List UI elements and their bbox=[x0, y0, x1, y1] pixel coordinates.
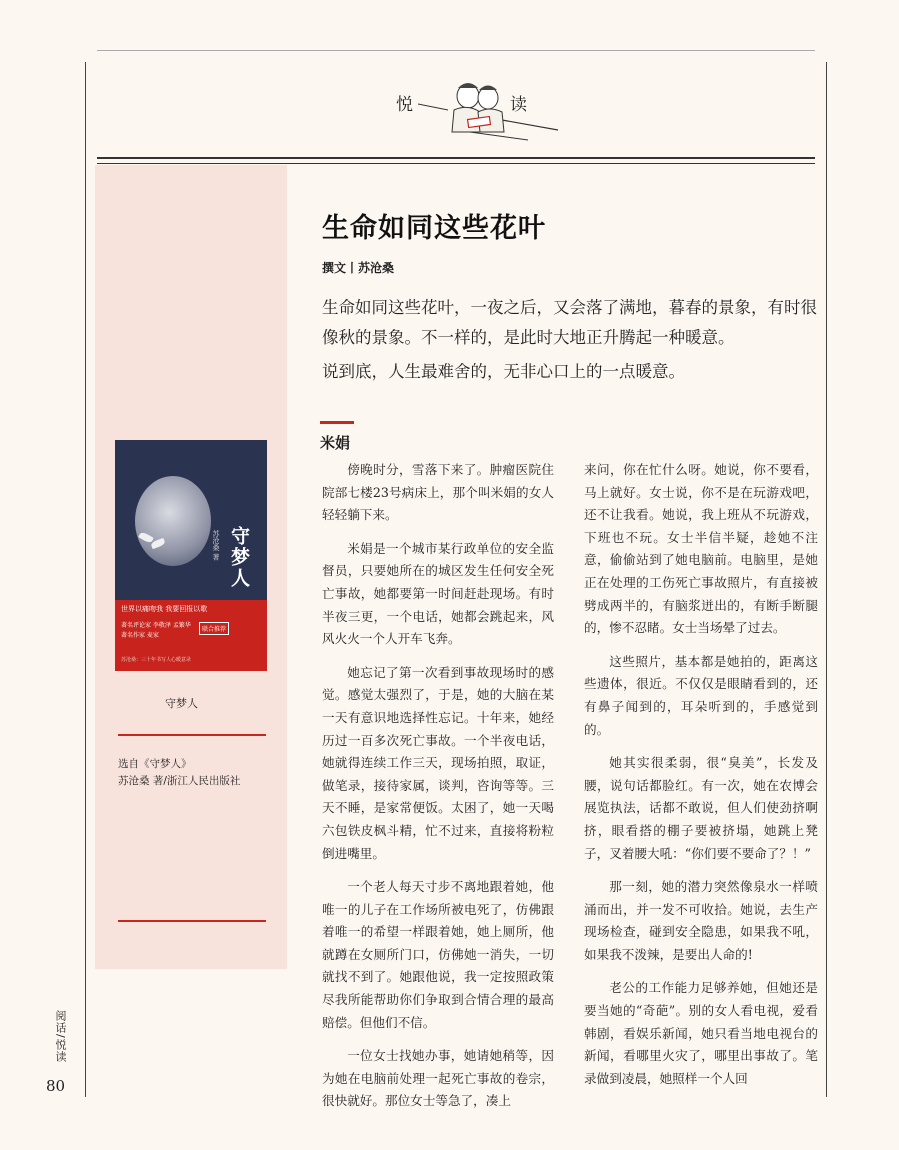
page-number: 80 bbox=[46, 1077, 66, 1095]
body-paragraph: 傍晚时分，雪落下来了。肿瘤医院住院部七楼23号病床上，那个叫米娟的女人轻轻躺下来。 bbox=[322, 462, 554, 523]
lead-paragraph: 生命如同这些花叶，一夜之后，又会落了满地，暮春的景象，有时很像秋的景象。不一样的，是此时大地正升腾起一种暖意。 bbox=[322, 298, 817, 347]
reading-children-illustration bbox=[418, 74, 560, 144]
body-paragraph: 老公的工作能力足够养她，但她还是要当她的“奇葩”。别的女人看电视，爱看韩剧，看娱乐新闻，她只看当地电视台的新闻，看哪里火灾了，哪里出事故了。笔录做到凌晨，她照样一个人回 bbox=[584, 980, 818, 1086]
cover-red-band bbox=[115, 600, 267, 671]
cover-slogan: 世界以痛吻我 我要回报以歌 bbox=[121, 605, 208, 613]
book-caption: 守梦人 bbox=[165, 697, 198, 710]
left-margin-rule bbox=[85, 62, 86, 1097]
body-paragraph: 她忘记了第一次看到事故现场时的感觉。感觉太强烈了，于是，她的大脑在某一天有意识地选择性忘记。十年来，她经历过一百多次死亡事故。一个半夜电话，她就得连续工作三天，现场拍照，取证，做笔录，接待家属，谈判，咨询等等。三天不睡，是家常便饭。太困了，她一天喝六包铁皮枫斗精，忙不过来，直接将粉粒倒进嘴里。 bbox=[322, 664, 554, 861]
section-accent-bar bbox=[320, 421, 354, 424]
footer-section-label: 阅话/悦读 bbox=[54, 1010, 67, 1063]
column-name-right: 读 bbox=[510, 95, 527, 115]
source-line: 选自《守梦人》 bbox=[118, 758, 192, 770]
article-title: 生命如同这些花叶 bbox=[322, 213, 546, 244]
right-margin-rule bbox=[826, 62, 827, 1097]
body-paragraph: 来问，你在忙什么呀。她说，你不要看，马上就好。女士说，你不是在玩游戏吧，还不让我看。她说，我上班从不玩游戏，下班也不玩。女士半信半疑，趁她不注意，偷偷站到了她电脑前。电脑里，是她正在处理的工伤死亡事故照片，有直接被劈成两半的，有脑浆迸出的，有断手断腿的，惨不忍睹。女士当场晕了过去。 bbox=[584, 462, 818, 636]
section-title: 米娟 bbox=[320, 434, 351, 452]
article-byline: 撰文丨苏沧桑 bbox=[322, 261, 395, 275]
cover-footer-text: 苏沧桑：三十年书写人心暖意录 bbox=[121, 657, 192, 663]
body-column-1 bbox=[322, 459, 554, 1124]
body-column-2 bbox=[584, 459, 818, 1101]
body-paragraph: 这些照片，基本都是她拍的，距离这些遗体，很近。不仅仅是眼睛看到的，还有鼻子闻到的，耳朵听到的，手感觉到的。 bbox=[584, 653, 818, 737]
body-paragraph: 一个老人每天寸步不离地跟着她，他唯一的儿子在工作场所被电死了，仿佛跟着唯一的希望一样跟着她，她上厕所，他就蹲在女厕所门口，仿佛她一消失，一切就找不到了。她跟他说，我一定按照政策尽我所能帮助你们争取到合情合理的最高赔偿。但他们不信。 bbox=[322, 879, 554, 1030]
header-double-rule-thin bbox=[97, 163, 815, 164]
cover-badge: 联合推荐 bbox=[199, 622, 229, 635]
cover-blurb: 著名作家 麦家 bbox=[121, 632, 159, 639]
column-name-left: 悦 bbox=[396, 95, 413, 115]
book-cover-image bbox=[115, 440, 267, 671]
cover-title: 守梦人 bbox=[228, 526, 250, 589]
body-paragraph: 她其实很柔弱，很“臭美”，长发及腰，说句话都脸红。有一次，她在农博会展览执法，话都不敢说，但人们使劲挤啊挤，眼看搭的棚子要被挤塌，她跳上凳子，叉着腰大吼：“你们要不要命了？！” bbox=[584, 755, 818, 861]
header-double-rule bbox=[97, 157, 815, 159]
source-line: 苏沧桑 著/浙江人民出版社 bbox=[118, 775, 241, 787]
body-paragraph: 那一刻，她的潜力突然像泉水一样喷涌而出，并一发不可收拾。她说，去生产现场检查，碰到安全隐患，如果我不吼，如果我不泼辣，是要出人命的! bbox=[584, 879, 818, 962]
sidebar-red-rule bbox=[118, 920, 266, 922]
article-lead bbox=[322, 293, 828, 387]
cover-blurb: 著名评论家 李敬泽 孟繁华 bbox=[121, 622, 191, 629]
header-top-rule bbox=[97, 50, 815, 51]
body-paragraph: 米娟是一个城市某行政单位的安全监督员，只要她所在的城区发生任何安全死亡事故，她都要第一时间赶赴现场。有时半夜三更，一个电话，她都会跳起来，风风火火一个人开车飞奔。 bbox=[322, 540, 554, 647]
cover-author: 苏沧桑 著 bbox=[212, 530, 220, 561]
lead-paragraph: 说到底，人生最难舍的，无非心口上的一点暖意。 bbox=[322, 362, 685, 381]
body-paragraph: 一位女士找她办事，她请她稍等，因为她在电脑前处理一起死亡事故的卷宗，很快就好。那位女士等急了，凑上 bbox=[322, 1048, 554, 1109]
sidebar-red-rule bbox=[118, 734, 266, 736]
moon-graphic bbox=[135, 476, 211, 566]
